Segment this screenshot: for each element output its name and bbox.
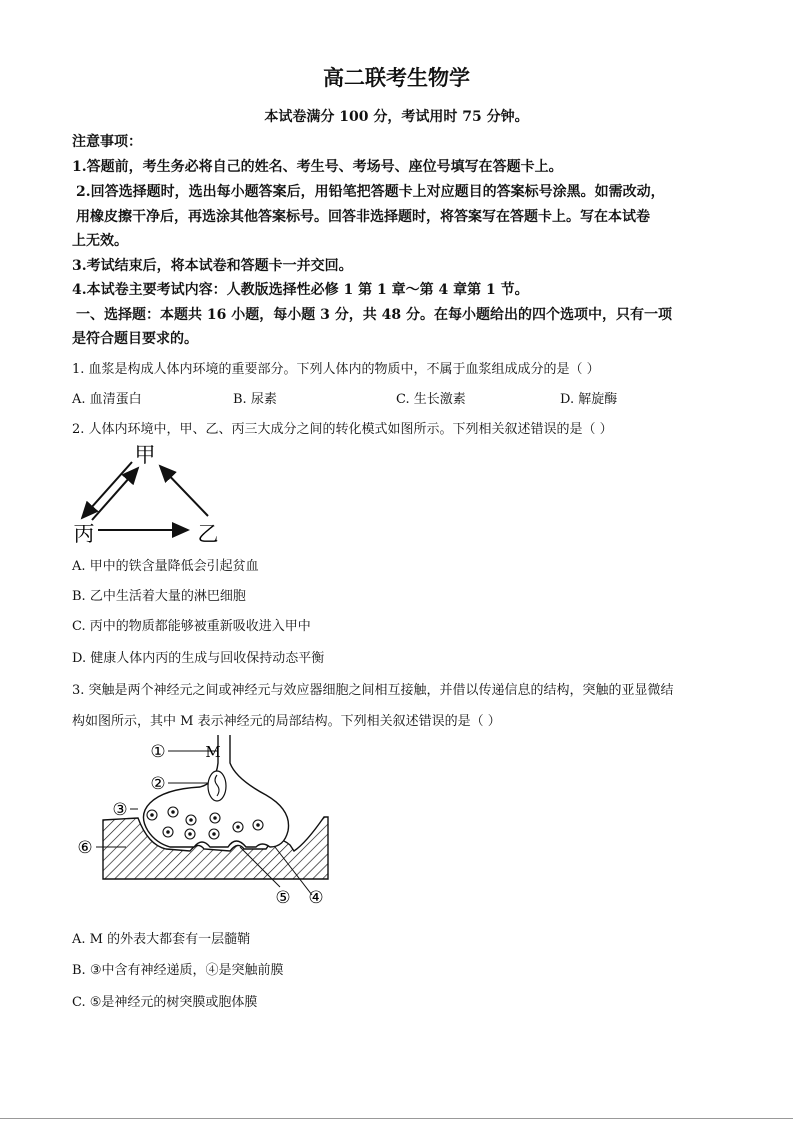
label-5: ⑤ bbox=[275, 888, 291, 908]
page-bottom-rule bbox=[0, 1118, 793, 1119]
q1-option-d: D. 解旋酶 bbox=[560, 392, 618, 407]
arrow-jia-to-bing bbox=[82, 462, 132, 518]
q2-node-yi: 乙 bbox=[197, 522, 219, 546]
q3-option-a: A. M 的外表大都套有一层髓鞘 bbox=[72, 932, 251, 947]
exam-info: 本试卷满分 100 分，考试用时 75 分钟。 bbox=[264, 109, 529, 125]
q2-stem: 2. 人体内环境中，甲、乙、丙三大成分之间的转化模式如图所示。下列相关叙述错误的是（ ） bbox=[72, 422, 613, 437]
notice-item-4: 4.本试卷主要考试内容：人教版选择性必修 1 第 1 章～第 4 章第 1 节。 bbox=[72, 282, 529, 298]
q3-synapse-diagram bbox=[70, 735, 340, 910]
notice-item-2-line1: 2.回答选择题时，选出每小题答案后，用铅笔把答题卡上对应题目的答案标号涂黑。如需改动， bbox=[76, 184, 665, 200]
q2-node-bing: 丙 bbox=[73, 522, 95, 546]
arrow-yi-to-jia bbox=[160, 466, 208, 516]
notice-item-1: 1.答题前，考生务必将自己的姓名、考生号、考场号、座位号填写在答题卡上。 bbox=[72, 159, 563, 175]
label-m: M bbox=[205, 743, 221, 761]
notice-item-2-line3: 上无效。 bbox=[72, 233, 128, 249]
arrow-bing-to-jia bbox=[92, 468, 138, 520]
notice-item-3: 3.考试结束后，将本试卷和答题卡一并交回。 bbox=[72, 258, 353, 274]
q2-diagram bbox=[68, 440, 228, 548]
q1-option-a: A. 血清蛋白 bbox=[72, 392, 142, 407]
label-6: ⑥ bbox=[77, 838, 93, 858]
q1-option-b: B. 尿素 bbox=[233, 392, 277, 407]
q3-option-c: C. ⑤是神经元的树突膜或胞体膜 bbox=[72, 995, 258, 1010]
notice-item-2-line2: 用橡皮擦干净后，再选涂其他答案标号。回答非选择题时，将答案写在答题卡上。写在本试卷 bbox=[76, 209, 650, 225]
q2-node-jia: 甲 bbox=[134, 443, 156, 467]
label-3: ③ bbox=[112, 800, 128, 820]
notice-heading: 注意事项： bbox=[72, 134, 142, 150]
label-4: ④ bbox=[308, 888, 324, 908]
q3-option-b: B. ③中含有神经递质，④是突触前膜 bbox=[72, 963, 284, 978]
q2-option-b: B. 乙中生活着大量的淋巴细胞 bbox=[72, 589, 246, 604]
page-title: 高二联考生物学 bbox=[323, 66, 470, 90]
q3-stem-line1: 3. 突触是两个神经元之间或神经元与效应器细胞之间相互接触，并借以传递信息的结构，突触的亚显微结 bbox=[72, 683, 674, 698]
section-heading-line2: 是符合题目要求的。 bbox=[72, 331, 198, 347]
q3-stem-line2: 构如图所示，其中 M 表示神经元的局部结构。下列相关叙述错误的是（ ） bbox=[72, 714, 501, 729]
q2-option-c: C. 丙中的物质都能够被重新吸收进入甲中 bbox=[72, 619, 311, 634]
q1-stem: 1. 血浆是构成人体内环境的重要部分。下列人体内的物质中，不属于血浆组成成分的是（ ） bbox=[72, 362, 600, 377]
q2-option-d: D. 健康人体内丙的生成与回收保持动态平衡 bbox=[72, 651, 325, 666]
q1-option-c: C. 生长激素 bbox=[396, 392, 466, 407]
q2-option-a: A. 甲中的铁含量降低会引起贫血 bbox=[72, 559, 259, 574]
label-2: ② bbox=[150, 774, 166, 794]
label-1: ① bbox=[150, 742, 166, 762]
section-heading-line1: 一、选择题：本题共 16 小题，每小题 3 分，共 48 分。在每小题给出的四个选项中，只有一项 bbox=[76, 307, 672, 323]
